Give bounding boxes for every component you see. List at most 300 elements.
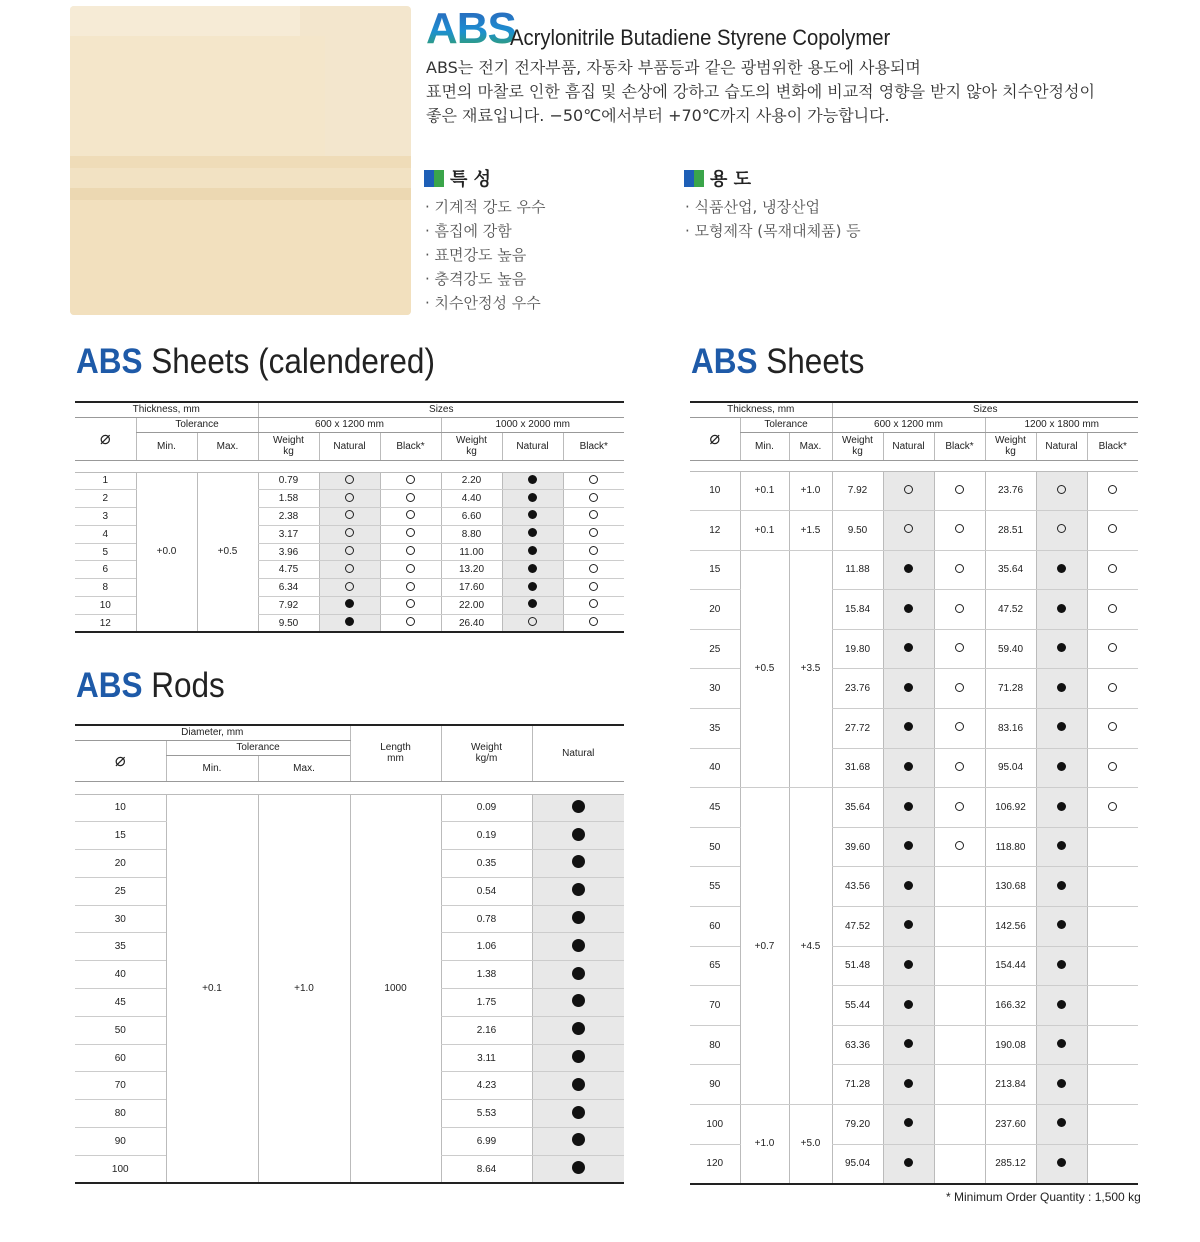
table-cell: 25 xyxy=(690,629,740,669)
table-cell: 5.53 xyxy=(441,1100,532,1128)
availability-cell xyxy=(502,579,563,597)
table-cell: 71.28 xyxy=(832,1065,883,1105)
availability-cell xyxy=(532,1016,624,1044)
header-tolerance: Tolerance xyxy=(166,740,350,755)
availability-cell xyxy=(563,490,624,508)
sheets-title xyxy=(691,342,864,382)
filled-dot-icon xyxy=(904,841,913,850)
availability-cell xyxy=(883,788,934,828)
availability-cell xyxy=(883,986,934,1026)
table-cell: 55.44 xyxy=(832,986,883,1026)
table-cell: 5 xyxy=(75,543,136,561)
title-text: Sheets (calendered) xyxy=(142,342,435,381)
availability-cell xyxy=(319,472,380,490)
availability-cell xyxy=(319,561,380,579)
header-tolerance: Tolerance xyxy=(136,417,258,432)
filled-dot-icon xyxy=(904,722,913,731)
filled-dot-icon xyxy=(572,1078,585,1091)
filled-dot-icon xyxy=(528,599,537,608)
list-item: · 흠집에 강함 xyxy=(425,222,512,240)
availability-cell xyxy=(532,1044,624,1072)
filled-dot-icon xyxy=(1057,1079,1066,1088)
table-cell: 95.04 xyxy=(985,748,1036,788)
filled-dot-icon xyxy=(572,1022,585,1035)
availability-cell xyxy=(380,508,441,526)
table-cell: 100 xyxy=(75,1155,166,1183)
availability-cell xyxy=(934,709,985,749)
availability-cell xyxy=(319,579,380,597)
hollow-dot-icon xyxy=(904,524,913,533)
availability-cell xyxy=(883,471,934,511)
table-cell: 9.50 xyxy=(258,614,319,632)
table-cell: 0.54 xyxy=(441,877,532,905)
table-cell: 39.60 xyxy=(832,827,883,867)
availability-cell xyxy=(380,561,441,579)
table-cell: 27.72 xyxy=(832,709,883,749)
availability-cell xyxy=(532,822,624,850)
availability-cell xyxy=(1087,590,1138,630)
availability-cell xyxy=(502,561,563,579)
availability-cell xyxy=(563,579,624,597)
availability-cell xyxy=(883,709,934,749)
header-weight-unit: kg/m xyxy=(475,753,498,765)
table-cell: 70 xyxy=(75,1072,166,1100)
availability-cell xyxy=(380,525,441,543)
hollow-dot-icon xyxy=(1057,524,1066,533)
table-cell: 1.75 xyxy=(441,989,532,1017)
table-cell: +0.1 xyxy=(740,471,789,511)
table-cell: 3 xyxy=(75,508,136,526)
filled-dot-icon xyxy=(345,599,354,608)
table-cell: 95.04 xyxy=(832,1144,883,1184)
availability-cell xyxy=(1087,550,1138,590)
hollow-dot-icon xyxy=(589,582,598,591)
table-cell: +1.0 xyxy=(740,1105,789,1184)
hollow-dot-icon xyxy=(955,683,964,692)
header-sizes: Sizes xyxy=(832,402,1138,417)
header-weight xyxy=(441,432,502,460)
list-item: · 치수안정성 우수 xyxy=(425,294,541,312)
availability-cell xyxy=(380,472,441,490)
table-cell: 0.78 xyxy=(441,905,532,933)
table-row xyxy=(75,794,624,822)
table-cell: 0.35 xyxy=(441,850,532,878)
filled-dot-icon xyxy=(572,911,585,924)
availability-cell xyxy=(934,1025,985,1065)
filled-dot-icon xyxy=(1057,920,1066,929)
minimum-order-note: * Minimum Order Quantity : 1,500 kg xyxy=(946,1190,1141,1204)
availability-cell xyxy=(1087,748,1138,788)
availability-cell xyxy=(934,946,985,986)
hollow-dot-icon xyxy=(406,546,415,555)
availability-cell xyxy=(563,525,624,543)
filled-dot-icon xyxy=(572,967,585,980)
header-sizes: Sizes xyxy=(258,402,624,417)
header-min: Min. xyxy=(740,432,789,460)
filled-dot-icon xyxy=(904,1000,913,1009)
hollow-dot-icon xyxy=(589,475,598,484)
table-row xyxy=(690,511,1138,551)
table-cell: +1.5 xyxy=(789,511,832,551)
availability-cell xyxy=(883,946,934,986)
hollow-dot-icon xyxy=(406,599,415,608)
table-cell: 47.52 xyxy=(985,590,1036,630)
availability-cell xyxy=(380,490,441,508)
header-weight-unit: kg xyxy=(283,446,294,457)
filled-dot-icon xyxy=(1057,604,1066,613)
availability-cell xyxy=(1036,946,1087,986)
availability-cell xyxy=(1036,1065,1087,1105)
availability-cell xyxy=(532,905,624,933)
table-cell: 20 xyxy=(690,590,740,630)
availability-cell xyxy=(563,508,624,526)
filled-dot-icon xyxy=(904,1039,913,1048)
availability-cell xyxy=(883,511,934,551)
table-cell: 6.60 xyxy=(441,508,502,526)
table-cell: +0.0 xyxy=(136,472,197,632)
table-row xyxy=(75,472,624,490)
availability-cell xyxy=(532,989,624,1017)
availability-cell xyxy=(1036,709,1087,749)
availability-cell xyxy=(1087,1065,1138,1105)
table-cell: 142.56 xyxy=(985,907,1036,947)
list-item: · 충격강도 높음 xyxy=(425,270,527,288)
sheets-table xyxy=(690,401,1138,1185)
availability-cell xyxy=(502,490,563,508)
table-cell: 19.80 xyxy=(832,629,883,669)
table-row xyxy=(690,550,1138,590)
table-cell: 45 xyxy=(690,788,740,828)
availability-cell xyxy=(532,961,624,989)
header-weight xyxy=(985,432,1036,460)
availability-cell xyxy=(1036,471,1087,511)
table-cell: 237.60 xyxy=(985,1105,1036,1145)
table-cell: 45 xyxy=(75,989,166,1017)
table-cell: 22.00 xyxy=(441,597,502,615)
filled-dot-icon xyxy=(1057,960,1066,969)
table-cell: 0.19 xyxy=(441,822,532,850)
table-cell: 15.84 xyxy=(832,590,883,630)
availability-cell xyxy=(563,561,624,579)
table-cell: +4.5 xyxy=(789,788,832,1105)
availability-cell xyxy=(883,1025,934,1065)
availability-cell xyxy=(563,597,624,615)
abs-sheets-photo xyxy=(70,6,411,315)
list-item: · 기계적 강도 우수 xyxy=(425,198,546,216)
calendered-table xyxy=(75,401,624,633)
availability-cell xyxy=(1087,907,1138,947)
header-black: Black* xyxy=(380,432,441,460)
header-natural: Natural xyxy=(502,432,563,460)
hollow-dot-icon xyxy=(955,485,964,494)
availability-cell xyxy=(380,597,441,615)
table-cell: 51.48 xyxy=(832,946,883,986)
filled-dot-icon xyxy=(904,1079,913,1088)
table-cell: 25 xyxy=(75,877,166,905)
hollow-dot-icon xyxy=(406,528,415,537)
table-cell: 213.84 xyxy=(985,1065,1036,1105)
filled-dot-icon xyxy=(1057,841,1066,850)
header-weight-label: Weight xyxy=(273,435,304,446)
availability-cell xyxy=(934,1144,985,1184)
header-min: Min. xyxy=(166,755,258,781)
availability-cell xyxy=(1087,827,1138,867)
header-min: Min. xyxy=(136,432,197,460)
table-cell: 0.79 xyxy=(258,472,319,490)
filled-dot-icon xyxy=(528,564,537,573)
availability-cell xyxy=(1087,471,1138,511)
table-cell: 130.68 xyxy=(985,867,1036,907)
table-cell: 1 xyxy=(75,472,136,490)
hollow-dot-icon xyxy=(589,564,598,573)
table-cell: 50 xyxy=(690,827,740,867)
table-cell: 80 xyxy=(75,1100,166,1128)
header-length xyxy=(350,725,441,781)
table-cell: 90 xyxy=(75,1128,166,1156)
filled-dot-icon xyxy=(1057,802,1066,811)
hollow-dot-icon xyxy=(589,510,598,519)
header-size1: 600 x 1200 mm xyxy=(258,417,441,432)
hollow-dot-icon xyxy=(406,475,415,484)
section-square-icon xyxy=(424,170,444,187)
table-cell: +0.1 xyxy=(740,511,789,551)
table-cell: 1.58 xyxy=(258,490,319,508)
title-brand: ABS xyxy=(76,342,143,381)
filled-dot-icon xyxy=(1057,881,1066,890)
title-brand: ABS xyxy=(691,342,758,381)
availability-cell xyxy=(1036,511,1087,551)
uses-title: 용 도 xyxy=(710,169,752,190)
table-cell: 7.92 xyxy=(258,597,319,615)
table-cell: 30 xyxy=(690,669,740,709)
filled-dot-icon xyxy=(904,762,913,771)
header-weight-label: Weight xyxy=(471,742,502,754)
table-cell: 43.56 xyxy=(832,867,883,907)
availability-cell xyxy=(380,579,441,597)
hollow-dot-icon xyxy=(589,493,598,502)
filled-dot-icon xyxy=(904,881,913,890)
availability-cell xyxy=(1087,946,1138,986)
availability-cell xyxy=(934,907,985,947)
list-item: · 모형제작 (목재대체품) 등 xyxy=(685,222,861,240)
hollow-dot-icon xyxy=(1108,722,1117,731)
table-cell: 6.34 xyxy=(258,579,319,597)
availability-cell xyxy=(934,1105,985,1145)
table-cell: 1.38 xyxy=(441,961,532,989)
availability-cell xyxy=(883,867,934,907)
desc-line: 표면의 마찰로 인한 흠집 및 손상에 강하고 습도의 변화에 비교적 영향을 받지 않아 치수안정성이 xyxy=(426,82,1095,101)
hollow-dot-icon xyxy=(1108,762,1117,771)
availability-cell xyxy=(319,543,380,561)
availability-cell xyxy=(502,525,563,543)
header-size2: 1000 x 2000 mm xyxy=(441,417,624,432)
availability-cell xyxy=(502,543,563,561)
table-cell: 23.76 xyxy=(832,669,883,709)
filled-dot-icon xyxy=(1057,564,1066,573)
diameter-symbol: ⌀ xyxy=(690,417,740,460)
filled-dot-icon xyxy=(572,855,585,868)
table-cell: 40 xyxy=(690,748,740,788)
availability-cell xyxy=(934,550,985,590)
table-cell: 40 xyxy=(75,961,166,989)
table-cell: 8.80 xyxy=(441,525,502,543)
header-size2: 1200 x 1800 mm xyxy=(985,417,1138,432)
table-cell: 31.68 xyxy=(832,748,883,788)
table-cell: 2.20 xyxy=(441,472,502,490)
availability-cell xyxy=(319,597,380,615)
header-thickness: Thickness, mm xyxy=(75,402,258,417)
availability-cell xyxy=(1036,986,1087,1026)
table-cell: 2 xyxy=(75,490,136,508)
hollow-dot-icon xyxy=(1108,604,1117,613)
availability-cell xyxy=(883,748,934,788)
table-cell: 9.50 xyxy=(832,511,883,551)
table-cell: 166.32 xyxy=(985,986,1036,1026)
availability-cell xyxy=(502,472,563,490)
availability-cell xyxy=(1087,788,1138,828)
table-cell: 0.09 xyxy=(441,794,532,822)
table-cell: 83.16 xyxy=(985,709,1036,749)
table-cell: 30 xyxy=(75,905,166,933)
table-cell: +3.5 xyxy=(789,550,832,788)
diameter-symbol: ⌀ xyxy=(75,417,136,460)
availability-cell xyxy=(934,590,985,630)
hollow-dot-icon xyxy=(589,617,598,626)
availability-cell xyxy=(1036,867,1087,907)
availability-cell xyxy=(319,614,380,632)
uses-heading xyxy=(684,165,751,191)
filled-dot-icon xyxy=(1057,1039,1066,1048)
desc-line: ABS는 전기 전자부품, 자동차 부품등과 같은 광범위한 용도에 사용되며 xyxy=(426,58,921,77)
hollow-dot-icon xyxy=(1108,643,1117,652)
table-cell: 60 xyxy=(75,1044,166,1072)
table-cell: +0.1 xyxy=(166,794,258,1183)
availability-cell xyxy=(934,669,985,709)
availability-cell xyxy=(502,614,563,632)
availability-cell xyxy=(319,525,380,543)
header-natural: Natural xyxy=(319,432,380,460)
availability-cell xyxy=(934,471,985,511)
hollow-dot-icon xyxy=(955,762,964,771)
features-list xyxy=(425,195,546,315)
availability-cell xyxy=(883,1105,934,1145)
hollow-dot-icon xyxy=(345,582,354,591)
table-cell: 15 xyxy=(75,822,166,850)
header-weight-unit: kg xyxy=(466,446,477,457)
filled-dot-icon xyxy=(528,528,537,537)
availability-cell xyxy=(1036,1025,1087,1065)
header-weight-unit: kg xyxy=(1005,446,1016,457)
table-cell: 6 xyxy=(75,561,136,579)
header-length-label: Length xyxy=(380,742,411,754)
table-row xyxy=(690,1105,1138,1145)
availability-cell xyxy=(563,543,624,561)
calendered-title xyxy=(76,342,435,382)
table-cell: 285.12 xyxy=(985,1144,1036,1184)
availability-cell xyxy=(1087,986,1138,1026)
table-cell: 12 xyxy=(75,614,136,632)
header-weight-label: Weight xyxy=(995,435,1026,446)
table-cell: 4.23 xyxy=(441,1072,532,1100)
table-cell: 2.38 xyxy=(258,508,319,526)
section-square-icon xyxy=(684,170,704,187)
table-cell: +5.0 xyxy=(789,1105,832,1184)
header-thickness: Thickness, mm xyxy=(690,402,832,417)
availability-cell xyxy=(934,1065,985,1105)
header-weight-unit: kg xyxy=(852,446,863,457)
header-weight xyxy=(258,432,319,460)
header-black: Black* xyxy=(934,432,985,460)
availability-cell xyxy=(1036,907,1087,947)
header-size1: 600 x 1200 mm xyxy=(832,417,985,432)
hollow-dot-icon xyxy=(955,524,964,533)
availability-cell xyxy=(1087,1105,1138,1145)
availability-cell xyxy=(1036,590,1087,630)
header-black: Black* xyxy=(1087,432,1138,460)
table-cell: 3.17 xyxy=(258,525,319,543)
filled-dot-icon xyxy=(1057,683,1066,692)
hollow-dot-icon xyxy=(406,582,415,591)
availability-cell xyxy=(883,827,934,867)
availability-cell xyxy=(1087,709,1138,749)
availability-cell xyxy=(319,490,380,508)
availability-cell xyxy=(1087,867,1138,907)
table-cell: 80 xyxy=(690,1025,740,1065)
availability-cell xyxy=(934,867,985,907)
hollow-dot-icon xyxy=(406,493,415,502)
hollow-dot-icon xyxy=(345,510,354,519)
availability-cell xyxy=(1036,669,1087,709)
table-cell: 35 xyxy=(690,709,740,749)
table-cell: 79.20 xyxy=(832,1105,883,1145)
table-cell: 11.88 xyxy=(832,550,883,590)
availability-cell xyxy=(502,597,563,615)
hollow-dot-icon xyxy=(955,841,964,850)
hollow-dot-icon xyxy=(345,475,354,484)
availability-cell xyxy=(532,1128,624,1156)
table-cell: 10 xyxy=(75,597,136,615)
availability-cell xyxy=(934,986,985,1026)
list-item: · 식품산업, 냉장산업 xyxy=(685,198,820,216)
table-cell: 23.76 xyxy=(985,471,1036,511)
table-cell: 7.92 xyxy=(832,471,883,511)
hollow-dot-icon xyxy=(1108,485,1117,494)
table-cell: 28.51 xyxy=(985,511,1036,551)
availability-cell xyxy=(563,472,624,490)
table-cell: 118.80 xyxy=(985,827,1036,867)
filled-dot-icon xyxy=(1057,1000,1066,1009)
title-text: Rods xyxy=(142,666,225,705)
table-cell: 4.75 xyxy=(258,561,319,579)
hollow-dot-icon xyxy=(406,564,415,573)
table-cell: 12 xyxy=(690,511,740,551)
header-natural: Natural xyxy=(1036,432,1087,460)
table-cell: 3.96 xyxy=(258,543,319,561)
table-cell: +1.0 xyxy=(789,471,832,511)
table-cell: +1.0 xyxy=(258,794,350,1183)
hollow-dot-icon xyxy=(345,546,354,555)
availability-cell xyxy=(532,850,624,878)
filled-dot-icon xyxy=(528,546,537,555)
title-text: Sheets xyxy=(757,342,865,381)
availability-cell xyxy=(883,590,934,630)
hollow-dot-icon xyxy=(345,528,354,537)
availability-cell xyxy=(380,543,441,561)
availability-cell xyxy=(380,614,441,632)
filled-dot-icon xyxy=(572,1050,585,1063)
hollow-dot-icon xyxy=(345,564,354,573)
availability-cell xyxy=(1036,827,1087,867)
